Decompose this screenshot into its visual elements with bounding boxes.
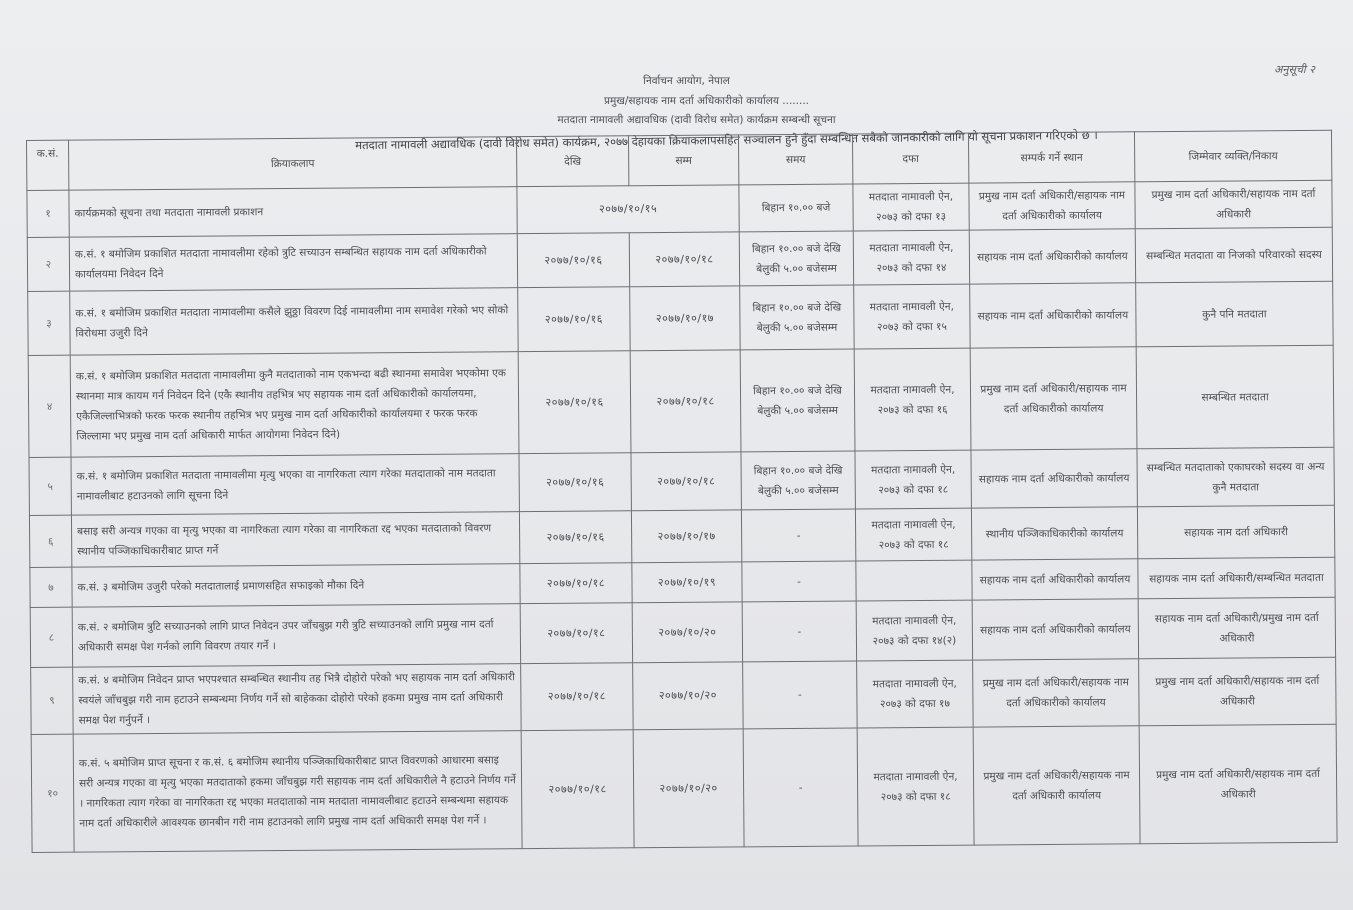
row-contact: सहायक नाम दर्ता अधिकारीको कार्यालय xyxy=(970,283,1136,348)
row-from: २०७७/१०/१६ xyxy=(517,233,629,288)
row-section: मतदाता नामावली ऐन, २०७३ को दफा १४ xyxy=(853,230,969,285)
row-contact: स्थानीय पञ्जिकाधिकारीको कार्यालय xyxy=(971,507,1137,560)
row-from: २०७७/१०/१८ xyxy=(521,663,634,731)
notice-title: मतदाता नामावली अद्यावधिक (दावी विरोध समेत) कार्यक्रम सम्बन्धी सूचना xyxy=(557,114,836,126)
row-contact: सहायक नाम दर्ता अधिकारीको कार्यालय xyxy=(972,599,1138,660)
table-row xyxy=(30,597,1335,667)
header-contact: सम्पर्क गर्ने स्थान xyxy=(968,132,1134,183)
row-activity: क.सं. १ बमोजिम प्रकाशित मतदाता नामावलीमा कुनै मतदाताको नाम एकभन्दा बढी स्थानमा समावेश भएकोमा एक स्थानमा मात्र कायम गर्न निवेदन दिने (एकै स्थानीय तहभित्र भए सहायक नाम दर्ता अधिकारीको कार्यालयमा, एकैजिल्लाभित्रको फरक फरक स्थानीय तहभित्र भए प्रमुख नाम दर्ता अधिकारीको कार्यालयमा र फरक फरक जिल्लामा भए प्रमुख नाम दर्ता अधिकारी मार्फत आयोगमा निवेदन दिने) xyxy=(70,352,519,458)
row-from: २०७७/१०/१८ xyxy=(520,603,632,664)
header-activity: क्रियाकलाप xyxy=(69,137,517,191)
row-section: मतदाता नामावली ऐन, २०७३ को दफा १६ xyxy=(854,348,971,451)
row-contact: सहायक नाम दर्ता अधिकारीको कार्यालय xyxy=(972,559,1138,600)
row-responsible: कुनै पनि मतदाता xyxy=(1136,281,1333,347)
schedule-table-wrapper xyxy=(26,130,1338,853)
row-time: बिहान १०.०० बजे देखि बेलुकी ५.०० बजेसम्म xyxy=(741,451,855,510)
row-to: २०७७/१०/१७ xyxy=(630,286,740,351)
row-section xyxy=(856,560,972,601)
row-sn: ४ xyxy=(28,355,71,457)
commission-name: निर्वाचन आयोग, नेपाल xyxy=(643,75,730,87)
row-time: बिहान १०.०० बजे देखि बेलुकी ५.०० बजेसम्म xyxy=(740,349,855,452)
row-time: - xyxy=(743,728,858,847)
row-activity: क.सं. १ बमोजिम प्रकाशित मतदाता नामावलीमा मृत्यु भएका वा नागरिकता त्याग गरेका मतदाताको नाम मतदाता नामावलीबाट हटाउनको लागि सूचना दिने xyxy=(71,454,519,516)
row-from: २०७७/१०/१६ xyxy=(518,351,631,454)
row-activity: क.सं. २ बमोजिम त्रुटि सच्याउनको लागि प्राप्त निवेदन उपर जाँचबुझ गरी त्रुटि सच्याउनको लागि प्रमुख नाम दर्ता अधिकारी समक्ष पेश गर्नको लागि विवरण तयार गर्ने । xyxy=(72,604,520,668)
row-from: २०७७/१०/१६ xyxy=(518,287,630,352)
row-time: बिहान १०.०० बजे देखि बेलुकी ५.०० बजेसम्म xyxy=(739,231,853,286)
row-sn: ८ xyxy=(30,607,72,667)
row-activity: क.सं. ४ बमोजिम निवेदन प्राप्त भएपश्चात सम्बन्धित स्थानीय तह भित्रै दोहोरो परेको भए सहायक नाम दर्ता अधिकारी स्वयंले जाँचबुझ गरी नाम हटाउने सम्बन्धमा निर्णय गर्ने सो बाहेकका दोहोरो परेको हकमा प्रमुख नाम दर्ता अधिकारी समक्ष पेश गर्नुपर्ने । xyxy=(73,664,522,735)
row-time: बिहान १०.०० बजे देखि बेलुकी ५.०० बजेसम्म xyxy=(740,285,854,350)
row-time: - xyxy=(741,509,855,562)
row-responsible: सहायक नाम दर्ता अधिकारी/सम्बन्धित मतदाता xyxy=(1138,557,1335,599)
row-from: २०७७/१०/१८ xyxy=(520,563,632,604)
row-sn: २ xyxy=(27,237,69,291)
row-sn: ६ xyxy=(29,515,71,567)
row-sn: ५ xyxy=(29,457,71,515)
annex-label: अनुसूची २ xyxy=(1274,63,1315,76)
row-to: २०७७/१०/१७ xyxy=(631,510,741,563)
row-to: २०७७/१०/२० xyxy=(633,729,744,848)
table-row xyxy=(28,281,1333,355)
header-sn: क.सं. xyxy=(27,140,69,190)
row-section: मतदाता नामावली ऐन, २०७३ को दफा १७ xyxy=(857,660,974,728)
row-sn: ७ xyxy=(30,567,72,607)
row-responsible: प्रमुख नाम दर्ता अधिकारी/सहायक नाम दर्ता अधिकारी xyxy=(1139,657,1337,726)
row-time: - xyxy=(742,561,856,602)
schedule-table xyxy=(26,130,1338,853)
row-responsible: सहायक नाम दर्ता अधिकारी/प्रमुख नाम दर्ता अधिकारी xyxy=(1138,597,1335,659)
row-sn: १ xyxy=(27,190,69,237)
header-to: सम्म xyxy=(628,135,738,186)
row-responsible: प्रमुख नाम दर्ता अधिकारी/सहायक नाम दर्ता अधिकारी xyxy=(1139,724,1337,844)
office-name: प्रमुख/सहायक नाम दर्ता अधिकारीको कार्यालय ........ xyxy=(603,95,809,107)
row-time: - xyxy=(742,601,856,662)
row-contact: प्रमुख नाम दर्ता अधिकारी/सहायक नाम दर्ता अधिकारीको कार्यालय xyxy=(973,659,1140,727)
row-responsible: सम्बन्धित मतदाता वा निजको परिवारको सदस्य xyxy=(1135,227,1332,283)
header-time: समय xyxy=(738,134,852,185)
row-to: २०७७/१०/१८ xyxy=(631,452,741,511)
row-time: - xyxy=(743,661,858,729)
row-from: २०७७/१०/१६ xyxy=(519,511,631,564)
row-contact: सहायक नाम दर्ता अधिकारीको कार्यालय xyxy=(971,449,1137,508)
row-contact: प्रमुख नाम दर्ता अधिकारी/सहायक नाम दर्ता अधिकारीको कार्यालय xyxy=(970,347,1137,450)
row-activity: कार्यक्रमको सूचना तथा मतदाता नामावली प्रकाशन xyxy=(69,187,517,238)
row-activity: क.सं. १ बमोजिम प्रकाशित मतदाता नामावलीमा कसैले झुठ्ठा विवरण दिई नामावलीमा नाम समावेश गरेको भए सोको विरोधमा उजुरी दिने xyxy=(70,288,518,356)
row-to: २०७७/१०/१९ xyxy=(632,562,742,603)
row-to: २०७७/१०/२० xyxy=(632,602,742,663)
row-section: मतदाता नामावली ऐन, २०७३ को दफा १५ xyxy=(854,284,970,349)
row-to: २०७७/१०/१८ xyxy=(629,232,739,287)
row-date: २०७७/१०/१५ xyxy=(517,185,739,234)
row-to: २०७७/१०/१८ xyxy=(630,350,741,453)
row-from: २०७७/१०/१६ xyxy=(519,453,631,512)
row-sn: १० xyxy=(31,734,74,852)
row-responsible: सहायक नाम दर्ता अधिकारी xyxy=(1137,505,1334,559)
row-section: मतदाता नामावली ऐन, २०७३ को दफा १८ xyxy=(855,508,971,561)
header-responsible: जिम्मेवार व्यक्ति/निकाय xyxy=(1134,130,1331,182)
row-contact: प्रमुख नाम दर्ता अधिकारी/सहायक नाम दर्ता अधिकारीको कार्यालय xyxy=(969,182,1135,230)
row-contact: प्रमुख नाम दर्ता अधिकारी/सहायक नाम दर्ता अधिकारी कार्यालय xyxy=(973,726,1140,845)
header-section: दफा xyxy=(852,133,968,184)
row-from: २०७७/१०/१८ xyxy=(521,730,634,849)
header-from: देखि xyxy=(516,136,628,187)
table-row xyxy=(29,447,1334,515)
notice-intro: मतदाता नामावली अद्यावधिक (दावी विरोध समेत) कार्यक्रम, २०७७ देहायका क्रियाकलापसहित सञ्चालन हुने हुँदा सम्बन्धित सबैको जानकारीको लागि यो सूचना प्रकाशन गरिएको छ । xyxy=(355,127,1098,153)
row-activity: बसाइ सरी अन्यत्र गएका वा मृत्यु भएका वा नागरिकता त्याग गरेका वा नागरिकता रद्द भएका मतदाताको विवरण स्थानीय पञ्जिकाधिकारीबाट प्राप्त गर्ने xyxy=(71,512,519,568)
row-activity: क.सं. १ बमोजिम प्रकाशित मतदाता नामावलीमा रहेको त्रुटि सच्याउन सम्बन्धित सहायक नाम दर्ता अधिकारीको कार्यालयमा निवेदन दिने xyxy=(69,234,517,292)
row-responsible: प्रमुख नाम दर्ता अधिकारी/सहायक नाम दर्ता अधिकारी xyxy=(1135,180,1332,229)
row-sn: ३ xyxy=(28,291,71,355)
table-row xyxy=(28,345,1334,457)
row-section: मतदाता नामावली ऐन, २०७३ को दफा १८ xyxy=(857,727,974,846)
row-section: मतदाता नामावली ऐन, २०७३ को दफा १८ xyxy=(855,450,971,509)
row-section: मतदाता नामावली ऐन, २०७३ को दफा १४(२) xyxy=(856,600,972,661)
row-to: २०७७/१०/२० xyxy=(633,662,744,730)
row-section: मतदाता नामावली ऐन, २०७३ को दफा १३ xyxy=(853,183,969,231)
row-time: बिहान १०.०० बजे xyxy=(739,184,853,232)
row-responsible: सम्बन्धित मतदाताको एकाघरको सदस्य वा अन्य कुनै मतदाता xyxy=(1137,447,1334,507)
row-activity: क.सं. ३ बमोजिम उजुरी परेको मतदातालाई प्रमाणसहित सफाइको मौका दिने xyxy=(72,564,520,608)
row-activity: क.सं. ५ बमोजिम प्राप्त सूचना र क.सं. ६ बमोजिम स्थानीय पञ्जिकाधिकारीबाट प्राप्त विवरणको आधारमा बसाइ सरी अन्यत्र गएका वा मृत्यु भएका मतदाताको हकमा जाँचबुझ गरी सहायक नाम दर्ता अधिकारीले नै हटाउने निर्णय गर्ने । नागरिकता त्याग गरेका वा नागरिकता रद्द भएका मतदाताको नाम मतदाता नामावलीबाट हटाउने सम्बन्धमा सहायक नाम दर्ता अधिकारीले आवश्यक छानबीन गरी नाम हटाउनको लागि प्रमुख नाम दर्ता अधिकारी समक्ष पेश गर्ने । xyxy=(73,731,522,853)
row-sn: ९ xyxy=(31,667,74,734)
row-contact: सहायक नाम दर्ता अधिकारीको कार्यालय xyxy=(969,229,1135,284)
row-responsible: सम्बन्धित मतदाता xyxy=(1136,345,1334,449)
table-row xyxy=(31,657,1336,734)
table-row xyxy=(31,724,1337,852)
